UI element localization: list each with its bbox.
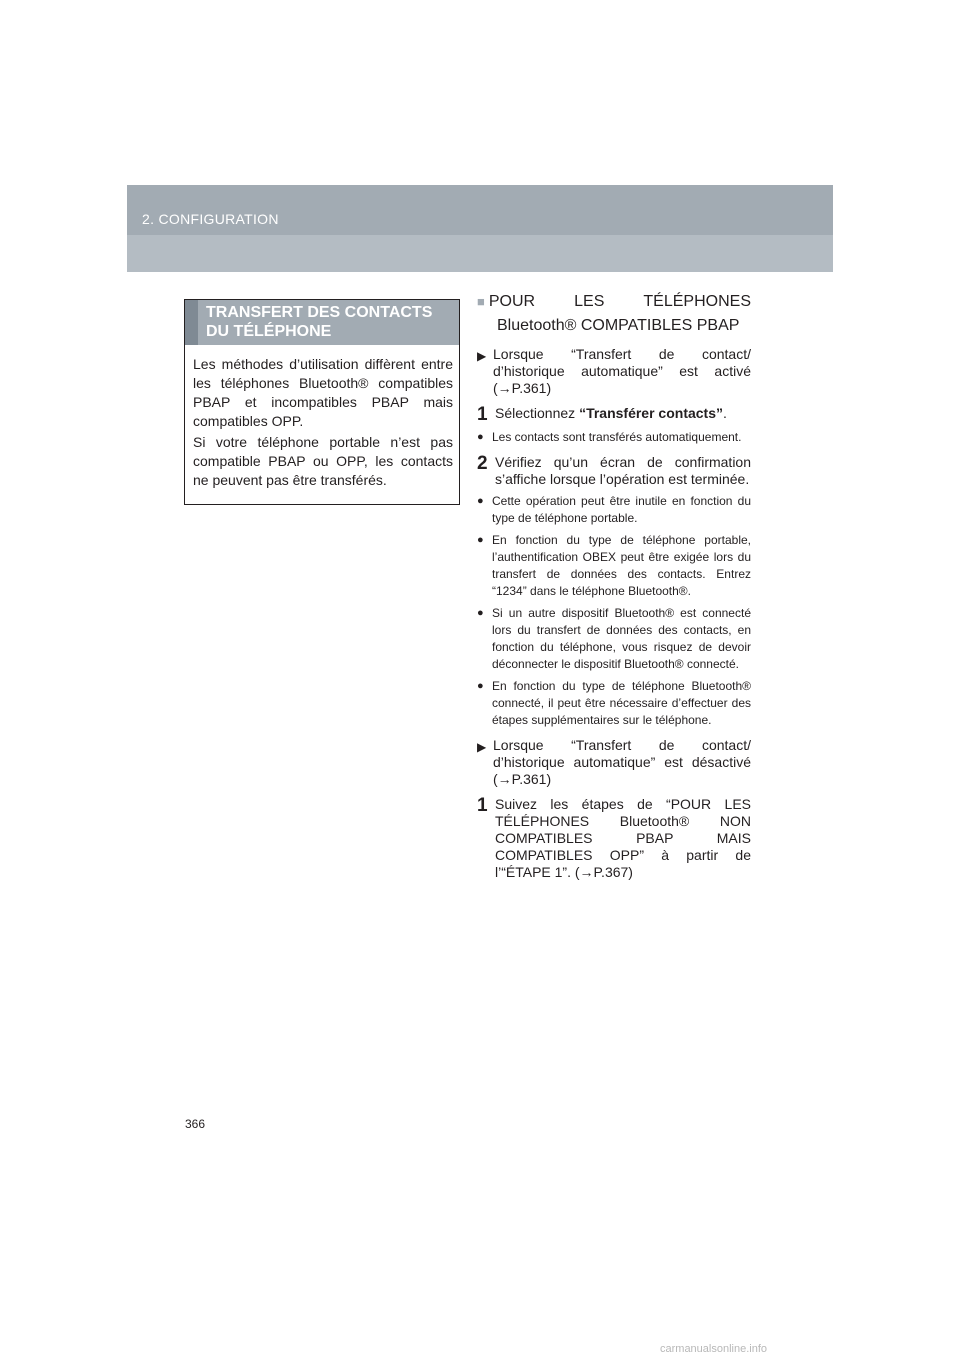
info-box-paragraph: Si votre téléphone portable n’est pas compatible PBAP ou OPP, les contacts ne peuvent pas être transférés.: [193, 434, 453, 488]
bullet-item: ● Cette opération peut être inutile en fonction du type de téléphone portable.: [477, 494, 751, 525]
condition-item: ▶ Lorsque “Transfert de contact/ d’historique automatique” est désactivé (→P.361): [477, 737, 751, 787]
step-number: 2: [477, 453, 488, 474]
main-column: [477, 290, 751, 885]
section-heading: [477, 290, 751, 338]
page-number: 366: [185, 1117, 206, 1131]
info-box-accent-bar: [185, 300, 198, 345]
info-box-paragraph: Les méthodes d’utilisation diffèrent entre les téléphones Bluetooth® compatibles PBAP et incompatibles PBAP mais compatibles OPP.: [193, 356, 453, 429]
info-box-heading-line1: TRANSFERT DES CONTACTS: [206, 304, 433, 321]
bullet-icon: ●: [477, 495, 484, 507]
bullet-icon: ●: [477, 534, 484, 546]
triangle-arrow-icon: ▶: [477, 740, 487, 754]
bullet-item: ● Si un autre dispositif Bluetooth® est connecté lors du transfert de données des contacts, en fonction du téléphone, vous risquez de devoir déconnecter le dispositif Bluetooth® connecté.: [477, 606, 751, 671]
info-box: [184, 299, 460, 505]
header-strip: [127, 235, 833, 272]
header-band: [127, 185, 833, 272]
condition-item: ▶ Lorsque “Transfert de contact/ d’historique automatique” est activé (→P.361): [477, 346, 751, 396]
step-item: 2 Vérifiez qu’un écran de confirmation s’affiche lorsque l’opération est terminée.: [477, 453, 751, 487]
info-box-heading: [206, 303, 432, 341]
section-header-title: 2. CONFIGURATION: [142, 211, 279, 227]
square-bullet-icon: ■: [477, 294, 485, 309]
step-item: 1 Suivez les étapes de “POUR LES TÉLÉPHONES Bluetooth® NON COMPATIBLES PBAP MAIS COMPATIBLES OPP” à partir de l’“ÉTAPE 1”. (→P.367): [477, 795, 751, 880]
heading-word: POUR: [488, 293, 536, 310]
step-number: 1: [477, 404, 488, 425]
info-box-body: [185, 345, 459, 504]
step-number: 1: [477, 795, 488, 816]
triangle-arrow-icon: ▶: [477, 349, 487, 363]
bullet-item: ● En fonction du type de téléphone Bluetooth® connecté, il peut être nécessaire d’effectuer des étapes supplémentaires sur le téléphone.: [477, 679, 751, 727]
info-box-title: [185, 300, 459, 345]
heading-word: TÉLÉPHONES: [643, 293, 751, 310]
bullet-item: ● En fonction du type de téléphone portable, l’authentification OBEX peut être exigée lors du transfert de données des contacts. Entrez “1234” dans le téléphone Bluetooth®.: [477, 533, 751, 598]
bullet-icon: ●: [477, 680, 484, 692]
bullet-icon: ●: [477, 607, 484, 619]
heading-line2: Bluetooth® COMPATIBLES PBAP: [497, 317, 740, 334]
step-item: 1 Sélectionnez “Transférer contacts”.: [477, 404, 727, 425]
watermark: carmanualsonline.info: [660, 1343, 768, 1355]
bullet-icon: ●: [477, 431, 484, 443]
heading-word: LES: [574, 293, 605, 310]
info-box-heading-line2: DU TÉLÉPHONE: [206, 323, 332, 340]
bullet-item: ● Les contacts sont transférés automatiquement.: [477, 430, 742, 444]
